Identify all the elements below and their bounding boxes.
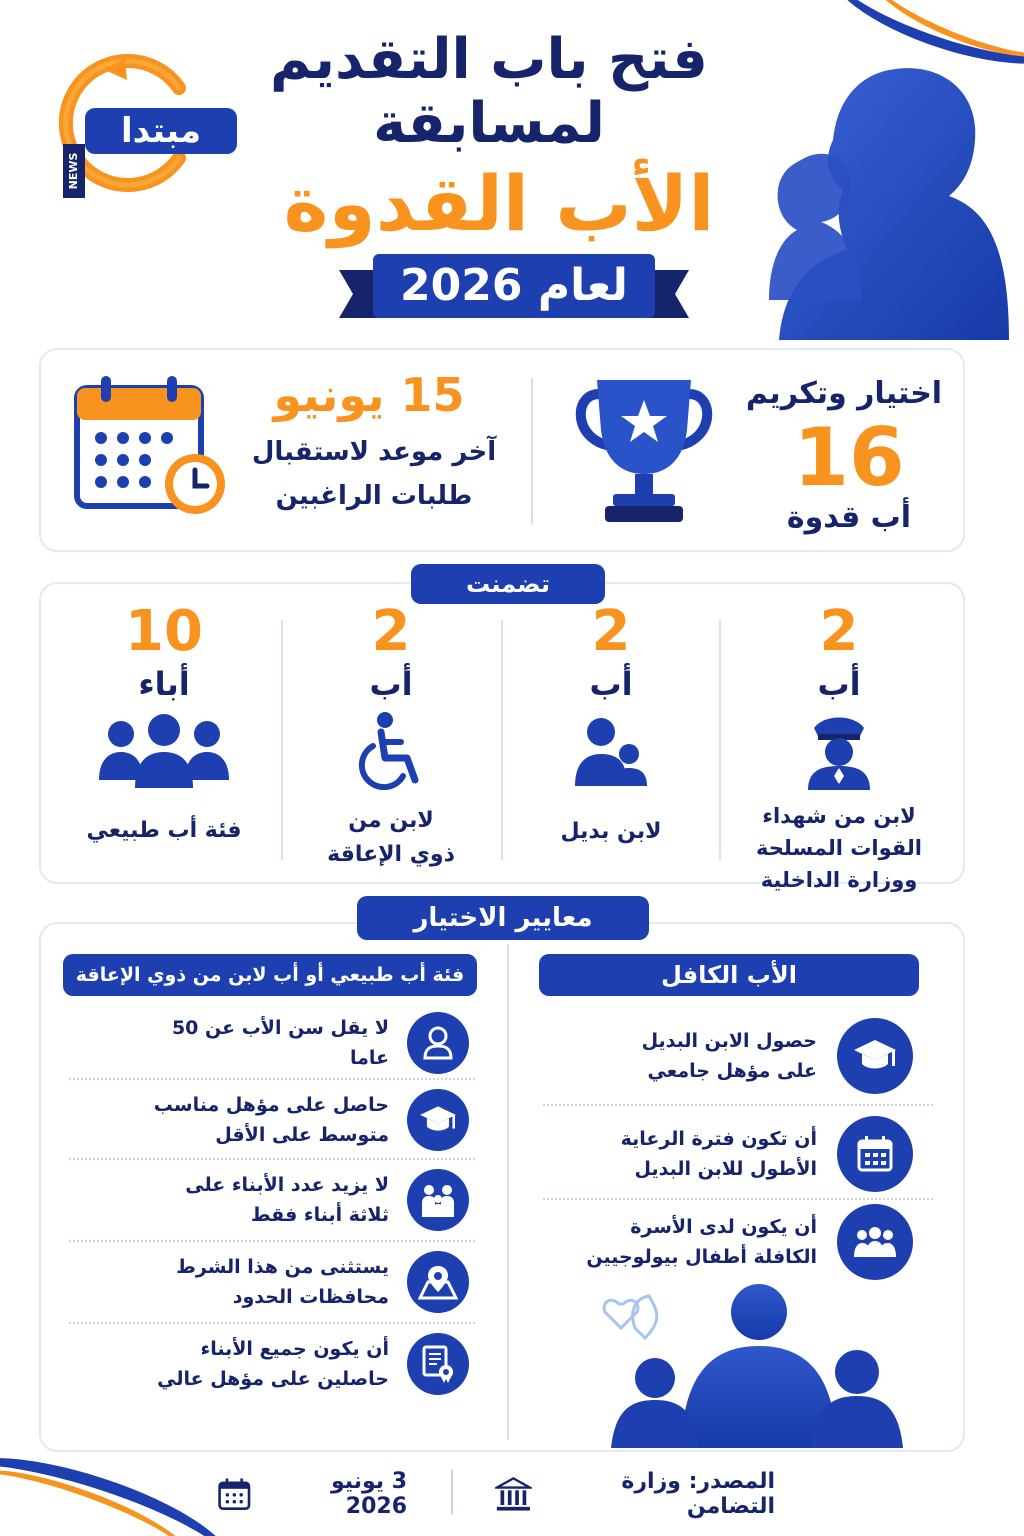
criterion-line: على مؤهل جامعي <box>648 1060 818 1082</box>
father-sons-illustration-icon <box>572 1282 944 1448</box>
included-unit: أباء <box>139 665 191 703</box>
father-son-silhouette-icon <box>740 60 1010 340</box>
wheelchair-icon <box>352 710 432 790</box>
row-divider <box>70 1158 476 1160</box>
criteria-divider <box>508 944 510 1440</box>
footer-date <box>218 1469 408 1519</box>
footer-source <box>496 1469 776 1519</box>
footer-date-text: 3 يونيو 2026 <box>331 1469 408 1519</box>
criterion-line: أن يكون لدى الأسرة <box>631 1216 818 1238</box>
natural-criterion-text <box>186 1170 390 1230</box>
included-unit: أب <box>590 665 634 703</box>
foster-criterion <box>544 1114 914 1194</box>
included-item-martyrs <box>730 600 950 896</box>
natural-criterion-text <box>155 1090 390 1150</box>
calendar-clock-icon <box>72 372 232 522</box>
natural-header: فئة أب طبيعي أو أب لابن من ذوي الإعاقة <box>64 954 478 996</box>
criterion-line: ثلاثة أبناء فقط <box>251 1204 390 1226</box>
honor-label-bottom: أب قدوة <box>787 500 913 535</box>
criterion-line: حاصلين على مؤهل عالي <box>158 1368 390 1390</box>
children-icon <box>408 1169 470 1231</box>
calendar-icon <box>218 1476 253 1512</box>
included-desc-1: فئة أب طبيعي <box>87 818 243 843</box>
mobtada-logo <box>30 48 220 198</box>
logo-wordmark: مبتدا <box>86 108 238 154</box>
parent-child-icon <box>572 710 652 790</box>
criterion-line: أن يكون جميع الأبناء <box>201 1338 390 1360</box>
deadline-line2: طلبات الراغبين <box>276 481 474 511</box>
row-divider <box>544 1104 934 1106</box>
included-count: 10 <box>126 599 204 664</box>
natural-criterion-text <box>150 1013 390 1073</box>
included-desc-2: القوات المسلحة <box>757 836 923 860</box>
included-unit: أب <box>370 665 414 703</box>
criterion-line: حاصل على مؤهل مناسب <box>154 1094 390 1116</box>
included-divider-2 <box>502 620 504 860</box>
natural-criterion-text <box>177 1252 390 1312</box>
included-count: 2 <box>820 599 860 664</box>
year-ribbon-label: لعام 2026 <box>374 254 656 318</box>
foster-criterion-text <box>587 1212 818 1272</box>
trophy-icon <box>570 370 720 530</box>
criterion-line: الأطول للابن البديل <box>635 1158 818 1180</box>
included-divider-3 <box>282 620 284 860</box>
ministry-building-icon <box>496 1475 533 1513</box>
included-desc-1: لابن من <box>349 808 435 833</box>
year-ribbon <box>340 254 690 324</box>
criterion-line: الكافلة أطفال بيولوجيين <box>587 1246 818 1268</box>
criterion-line: لا يقل سن الأب عن 50 عاما <box>172 1017 390 1069</box>
logo-news-badge: NEWS <box>64 144 86 198</box>
included-desc-1: لابن من شهداء <box>763 804 917 828</box>
foster-criterion-text <box>643 1026 818 1086</box>
foster-criterion <box>544 1202 914 1282</box>
natural-criterion-text <box>158 1334 390 1394</box>
criterion-line: لا يزيد عدد الأبناء على <box>186 1174 390 1196</box>
included-item-natural <box>60 600 270 848</box>
foster-criterion <box>544 1016 914 1096</box>
included-desc-2: ذوي الإعاقة <box>328 842 456 867</box>
honor-number: 16 <box>794 411 906 504</box>
stats-divider <box>532 378 534 524</box>
foster-criterion-text <box>622 1124 818 1184</box>
criterion-line: أن تكون فترة الرعاية <box>621 1128 818 1150</box>
graduation-cap-icon <box>838 1018 914 1094</box>
criteria-title: معايير الاختيار <box>358 896 650 940</box>
natural-criterion <box>150 1250 470 1314</box>
included-item-disability <box>292 600 492 872</box>
natural-criterion <box>150 1012 470 1074</box>
map-pin-icon <box>408 1251 470 1313</box>
included-item-substitute <box>512 600 712 848</box>
natural-criterion <box>150 1332 470 1396</box>
natural-criterion <box>150 1168 470 1232</box>
footer-source-text: المصدر: وزارة التضامن <box>622 1469 776 1519</box>
included-desc-1: لابن بديل <box>561 819 663 844</box>
deadline-line1: آخر موعد لاستقبال <box>252 437 498 467</box>
criterion-line: يستثنى من هذا الشرط <box>177 1256 390 1278</box>
deadline-date: 15 يونيو <box>274 368 466 422</box>
family-icon <box>838 1204 914 1280</box>
included-count: 2 <box>592 599 632 664</box>
included-title: تضمنت <box>412 564 606 604</box>
row-divider <box>70 1078 476 1080</box>
criterion-line: محافظات الحدود <box>233 1286 390 1308</box>
person-icon <box>408 1012 470 1074</box>
natural-criterion <box>150 1088 470 1152</box>
row-divider <box>70 1240 476 1242</box>
included-desc-3: ووزارة الداخلية <box>761 868 919 892</box>
headline-line1: فتح باب التقديم <box>271 27 709 92</box>
included-unit: أب <box>818 665 862 703</box>
police-officer-icon <box>805 710 875 790</box>
graduation-cap-icon <box>408 1089 470 1151</box>
included-divider-1 <box>720 620 722 860</box>
footer-divider <box>452 1470 454 1514</box>
row-divider <box>544 1198 934 1200</box>
foster-header: الأب الكافل <box>540 954 920 996</box>
included-count: 2 <box>372 599 412 664</box>
group-icon <box>100 710 230 790</box>
criterion-line: متوسط على الأقل <box>216 1124 390 1146</box>
row-divider <box>70 1322 476 1324</box>
honor-label-top: اختيار وتكريم <box>746 376 944 411</box>
certificate-icon <box>408 1333 470 1395</box>
criterion-line: حصول الابن البديل <box>642 1030 818 1052</box>
headline-main: الأب القدوة <box>284 159 716 248</box>
calendar-icon <box>838 1116 914 1192</box>
headline-line2: لمسابقة <box>374 91 606 156</box>
